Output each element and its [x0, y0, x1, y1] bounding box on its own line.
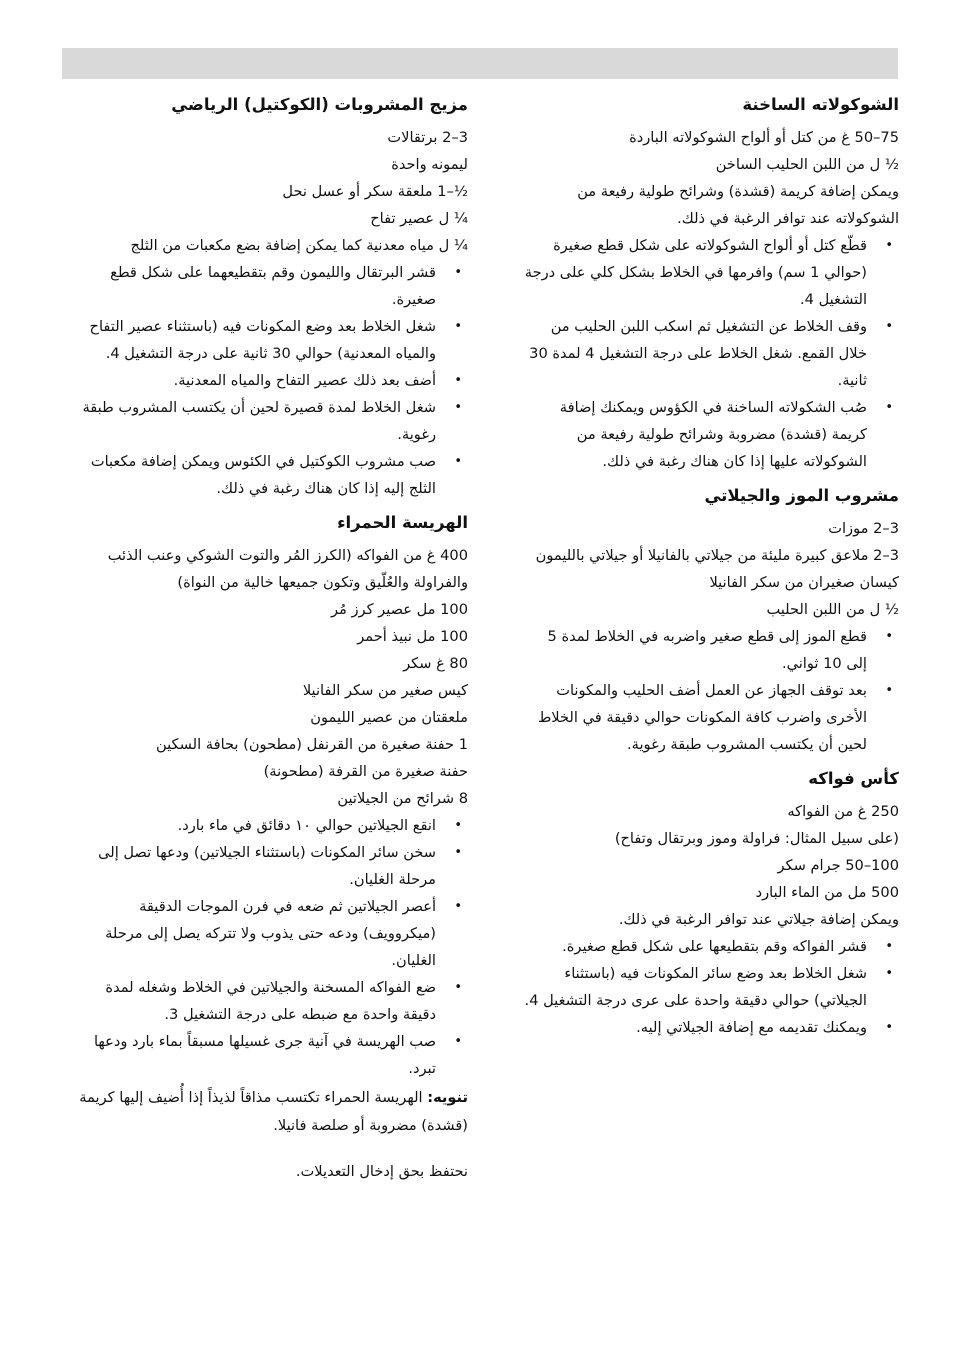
step-text: شغل الخلاط بعد وضع المكونات فيه (باستثناء عصير التفاح والمياه المعدنية) حوالي 30 ثانية على درجة التشغيل 4.: [89, 318, 436, 362]
step-item: [524, 623, 899, 677]
ingredient-line: 400 غ من الفواكه (الكرز المُر والتوت الشوكي وعنب الذئب والفراولة والعُلّيق وتكون جميعها خالية من النواة): [107, 547, 468, 591]
note-text: الهريسة الحمراء تكتسب مذاقاً لذيذاً إذا أُضيف إليها كريمة (قشدة) مضروبة أو صلصة فانيلا.: [79, 1089, 468, 1134]
bullet-icon: •: [885, 319, 893, 334]
bullet-icon: •: [454, 1034, 462, 1049]
step-text: انقع الجيلاتين حوالي ١٠ دقائق في ماء بارد.: [177, 817, 436, 834]
steps-list: [524, 623, 899, 758]
step-item: [68, 974, 468, 1028]
ingredient-line: 3–2 موزات: [828, 520, 899, 537]
step-text: شغل الخلاط بعد وضع سائر المكونات فيه (باستثناء الجيلاتي) حوالي دقيقة واحدة على عرى درجة التشغيل 4.: [524, 965, 867, 1009]
ingredient-line: ¼ ل عصير تفاح: [370, 210, 468, 227]
bullet-icon: •: [885, 966, 893, 981]
step-item: [524, 677, 899, 758]
recipe-title: الشوكولاته الساخنة: [742, 95, 899, 114]
recipe-title: مزيج المشروبات (الكوكتيل) الرياضي: [171, 95, 468, 114]
steps-list: [68, 812, 468, 1082]
recipe-section: [524, 483, 899, 758]
step-text: أعصر الجيلاتين ثم ضعه في فرن الموجات الدقيقة (ميكروويف) ودعه حتى يذوب ولا تتركه يصل إلى مرحلة الغليان.: [105, 898, 436, 969]
recipe-title: كأس فواكه: [808, 769, 899, 788]
step-item: [68, 839, 468, 893]
steps-list: [524, 933, 899, 1041]
bullet-icon: •: [885, 400, 893, 415]
step-item: [68, 367, 468, 394]
right-column: [524, 92, 899, 1049]
footer-container: [68, 1158, 468, 1186]
step-text: صب مشروب الكوكتيل في الكئوس ويمكن إضافة مكعبات الثلج إليه إذا كان هناك رغبة في ذلك.: [90, 453, 436, 497]
ingredient-line: ½–1 ملعقة سكر أو عسل نحل: [282, 183, 468, 200]
ingredient-line: 1 حفنة صغيرة من القرنفل (مطحون) بحافة السكين: [156, 736, 468, 753]
bullet-icon: •: [885, 629, 893, 644]
step-text: أضف بعد ذلك عصير التفاح والمياه المعدنية.: [173, 372, 436, 389]
step-text: قشر البرتقال والليمون وقم بتقطيعهما على شكل قطع صغيرة.: [110, 264, 436, 308]
bullet-icon: •: [454, 319, 462, 334]
recipe-section: [68, 510, 468, 1140]
step-item: [68, 812, 468, 839]
ingredient-line: ½ ل من اللبن الحليب الساخن: [715, 156, 899, 173]
step-text: سخن سائر المكونات (باستثناء الجيلاتين) ودعها تصل إلى مرحلة الغليان.: [98, 844, 436, 888]
step-item: [68, 893, 468, 974]
ingredient-line: 3–2 برتقالات: [387, 129, 468, 146]
ingredient-line: 3–2 ملاعق كبيرة مليئة من جيلاتي بالفانيلا أو جيلاتي بالليمون: [535, 547, 899, 564]
step-item: [524, 232, 899, 313]
step-item: [524, 1014, 899, 1041]
step-text: بعد توقف الجهاز عن العمل أضف الحليب والمكونات الأخرى واضرب كافة المكونات حوالي دقيقة في الخلاط لحين أن يكتسب المشروب طبقة رغوية.: [537, 682, 867, 753]
bullet-icon: •: [454, 845, 462, 860]
step-item: [68, 1028, 468, 1082]
bullet-icon: •: [454, 373, 462, 388]
step-text: ضع الفواكه المسخنة والجيلاتين في الخلاط وشغله لمدة دقيقة واحدة مع ضبطه على درجة التشغيل 3.: [105, 979, 436, 1023]
step-text: ويمكنك تقديمه مع إضافة الجيلاتي إليه.: [636, 1019, 867, 1036]
ingredient-line: 500 مل من الماء البارد: [755, 884, 899, 901]
bullet-icon: •: [885, 683, 893, 698]
step-item: [524, 960, 899, 1014]
ingredient-line: 75–50 غ من كتل أو ألواح الشوكولاته الباردة: [629, 129, 899, 146]
ingredient-line: 100 مل عصير كرز مُر: [330, 601, 468, 618]
ingredient-line: ¼ ل مياه معدنية كما يمكن إضافة بضع مكعبات من الثلج: [130, 237, 468, 254]
left-column: [68, 92, 468, 1186]
bullet-icon: •: [454, 400, 462, 415]
ingredient-line: 80 غ سكر: [403, 655, 468, 672]
step-text: صُب الشكولاته الساخنة في الكؤوس ويمكنك إضافة كريمة (قشدة) مضروبة وشرائح طولية رفيعة من الشوكولاته عليها إذا كان هناك رغبة في ذلك.: [559, 399, 867, 470]
ingredient-line: 100 مل نبيذ أحمر: [357, 628, 468, 645]
bullet-icon: •: [454, 818, 462, 833]
step-text: قطّع كتل أو ألواح الشوكولاته على شكل قطع صغيرة (حوالي 1 سم) وافرمها في الخلاط بشكل كلي على درجة التشغيل 4.: [524, 237, 867, 308]
bullet-icon: •: [454, 980, 462, 995]
header-bar: [62, 48, 898, 79]
note-label: تنويه:: [427, 1089, 468, 1106]
ingredient-line: (على سبيل المثال: فراولة وموز وبرتقال وتفاح): [614, 830, 899, 847]
ingredient-line: حفنة صغيرة من القرفة (مطحونة): [263, 763, 468, 780]
steps-list: [68, 259, 468, 502]
bullet-icon: •: [885, 1020, 893, 1035]
recipe-section: [68, 92, 468, 502]
step-item: [524, 933, 899, 960]
step-text: قطع الموز إلى قطع صغير واضربه في الخلاط لمدة 5 إلى 10 ثواني.: [547, 628, 867, 672]
step-text: شغل الخلاط لمدة قصيرة لحين أن يكتسب المشروب طبقة رغوية.: [82, 399, 436, 443]
step-item: [524, 394, 899, 475]
steps-list: [524, 232, 899, 475]
recipe-section: [524, 92, 899, 475]
ingredient-line: 8 شرائح من الجيلاتين: [337, 790, 468, 807]
step-item: [68, 313, 468, 367]
bullet-icon: •: [885, 939, 893, 954]
footer-note: نحتفظ بحق إدخال التعديلات.: [295, 1163, 468, 1180]
step-text: صب الهريسة في آنية جرى غسيلها مسبقاً بماء بارد ودعها تبرد.: [93, 1033, 436, 1077]
ingredient-line: 250 غ من الفواكه: [787, 803, 899, 820]
bullet-icon: •: [454, 454, 462, 469]
step-item: [68, 259, 468, 313]
ingredient-line: ليمونه واحدة: [391, 156, 468, 173]
note-paragraph: [68, 1084, 468, 1140]
ingredient-line: ويمكن إضافة جيلاتي عند توافر الرغبة في ذلك.: [618, 911, 899, 928]
recipe-title: الهريسة الحمراء: [337, 513, 468, 532]
recipe-section: [524, 766, 899, 1041]
bullet-icon: •: [885, 238, 893, 253]
step-item: [68, 448, 468, 502]
step-item: [68, 394, 468, 448]
ingredient-line: 100–50 جرام سكر: [777, 857, 899, 874]
ingredient-line: ملعقتان من عصير الليمون: [310, 709, 468, 726]
step-text: وقف الخلاط عن التشغيل ثم اسكب اللبن الحليب من خلال القمع. شغل الخلاط على درجة التشغيل 4 لمدة 30 ثانية.: [529, 318, 867, 389]
bullet-icon: •: [454, 265, 462, 280]
ingredient-line: كيسان صغيران من سكر الفانيلا: [709, 574, 899, 591]
step-text: قشر الفواكه وقم بتقطيعها على شكل قطع صغيرة.: [562, 938, 867, 955]
ingredient-line: كيس صغير من سكر الفانيلا: [302, 682, 468, 699]
ingredient-line: ويمكن إضافة كريمة (قشدة) وشرائح طولية رفيعة من الشوكولاته عند توافر الرغبة في ذلك.: [577, 183, 899, 227]
recipe-title: مشروب الموز والجيلاتي: [704, 486, 899, 505]
ingredient-line: ½ ل من اللبن الحليب: [766, 601, 899, 618]
bullet-icon: •: [454, 899, 462, 914]
step-item: [524, 313, 899, 394]
